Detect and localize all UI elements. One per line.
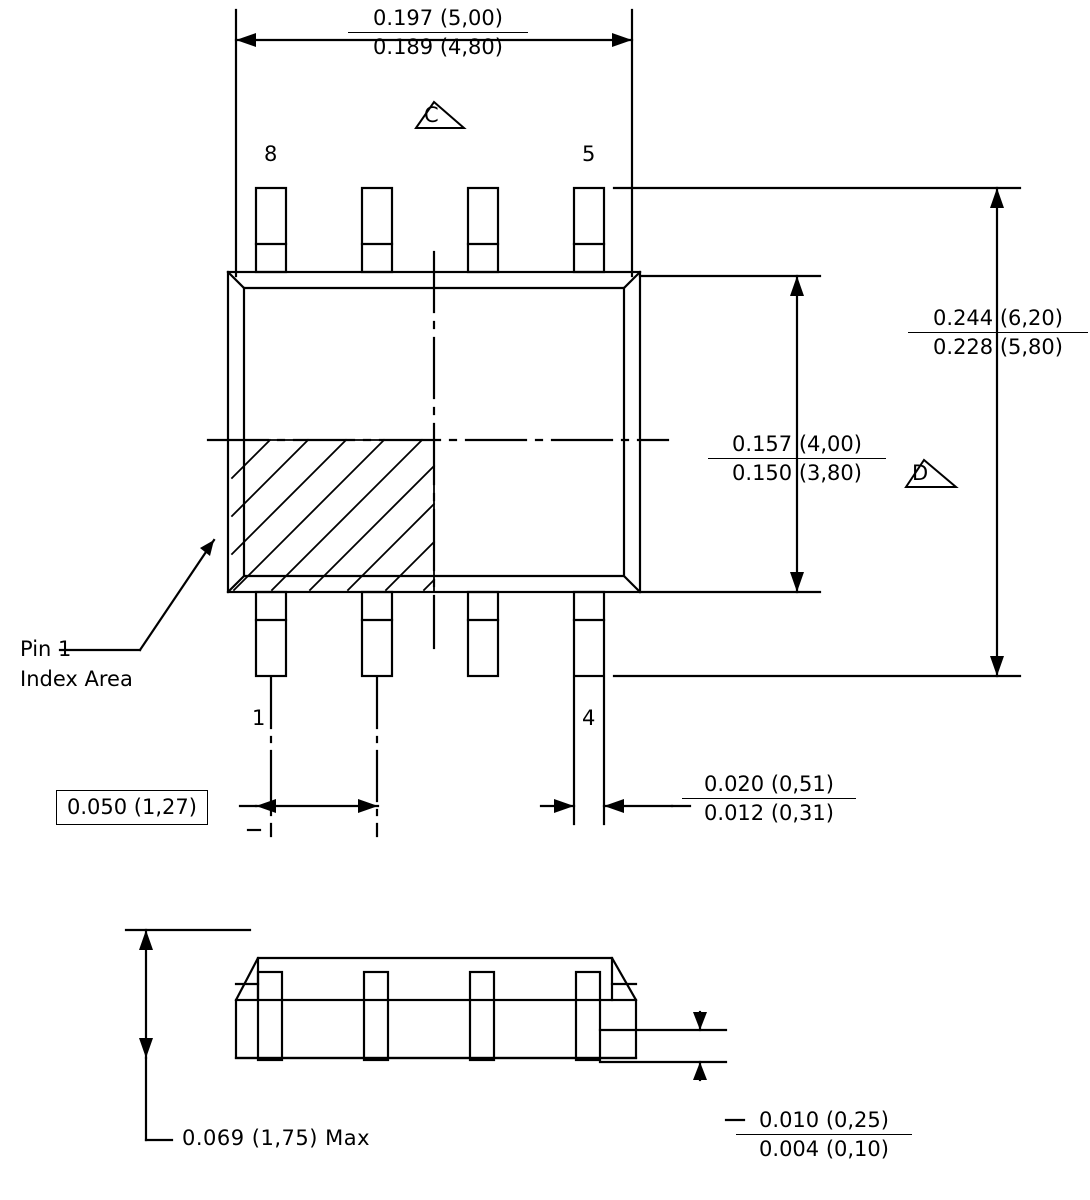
dim-body-height-min: 0.150 (3,80) <box>732 461 862 485</box>
dim-overall-height-text <box>908 306 1088 359</box>
dim-standoff-min: 0.004 (0,10) <box>759 1137 889 1161</box>
dim-body-width-min: 0.189 (4,80) <box>373 35 503 59</box>
dim-body-width-max: 0.197 (5,00) <box>348 6 528 33</box>
note-d-label: D <box>912 461 929 485</box>
dim-lead-pitch <box>248 799 378 830</box>
dim-package-thickness-text: 0.069 (1,75) Max <box>182 1126 371 1150</box>
dim-lead-width-text <box>682 772 856 825</box>
pin-number-1: 1 <box>252 706 266 730</box>
dim-body-height-text <box>708 432 886 485</box>
dim-overall-height-max: 0.244 (6,20) <box>908 306 1088 333</box>
dim-body-width-text <box>348 6 528 59</box>
note-d-triangle <box>898 455 960 493</box>
pitch-extension-lines <box>271 678 377 836</box>
dim-standoff <box>600 1012 744 1120</box>
dim-standoff-max: 0.010 (0,25) <box>736 1108 912 1135</box>
pin1-note-line2: Index Area <box>20 667 133 691</box>
pin-number-4: 4 <box>582 706 596 730</box>
pin1-index-note <box>20 634 133 694</box>
dim-lead-width-max: 0.020 (0,51) <box>682 772 856 799</box>
dim-lead-width-min: 0.012 (0,31) <box>704 801 834 825</box>
dim-standoff-text <box>736 1108 912 1161</box>
pin-number-5: 5 <box>582 142 596 166</box>
side-view <box>236 958 636 1060</box>
note-c-label: C <box>424 103 440 127</box>
pin1-index-hatch <box>228 440 434 592</box>
pin1-note-line1: Pin 1 <box>20 637 72 661</box>
dim-overall-height-min: 0.228 (5,80) <box>933 335 1063 359</box>
dim-package-thickness <box>126 930 250 1140</box>
dim-lead-pitch-text: 0.050 (1,27) <box>56 790 208 825</box>
leads-bottom <box>256 592 604 676</box>
dim-lead-width <box>541 678 690 824</box>
dim-body-height-max: 0.157 (4,00) <box>708 432 886 459</box>
leads-top <box>256 188 604 272</box>
pin-number-8: 8 <box>264 142 278 166</box>
